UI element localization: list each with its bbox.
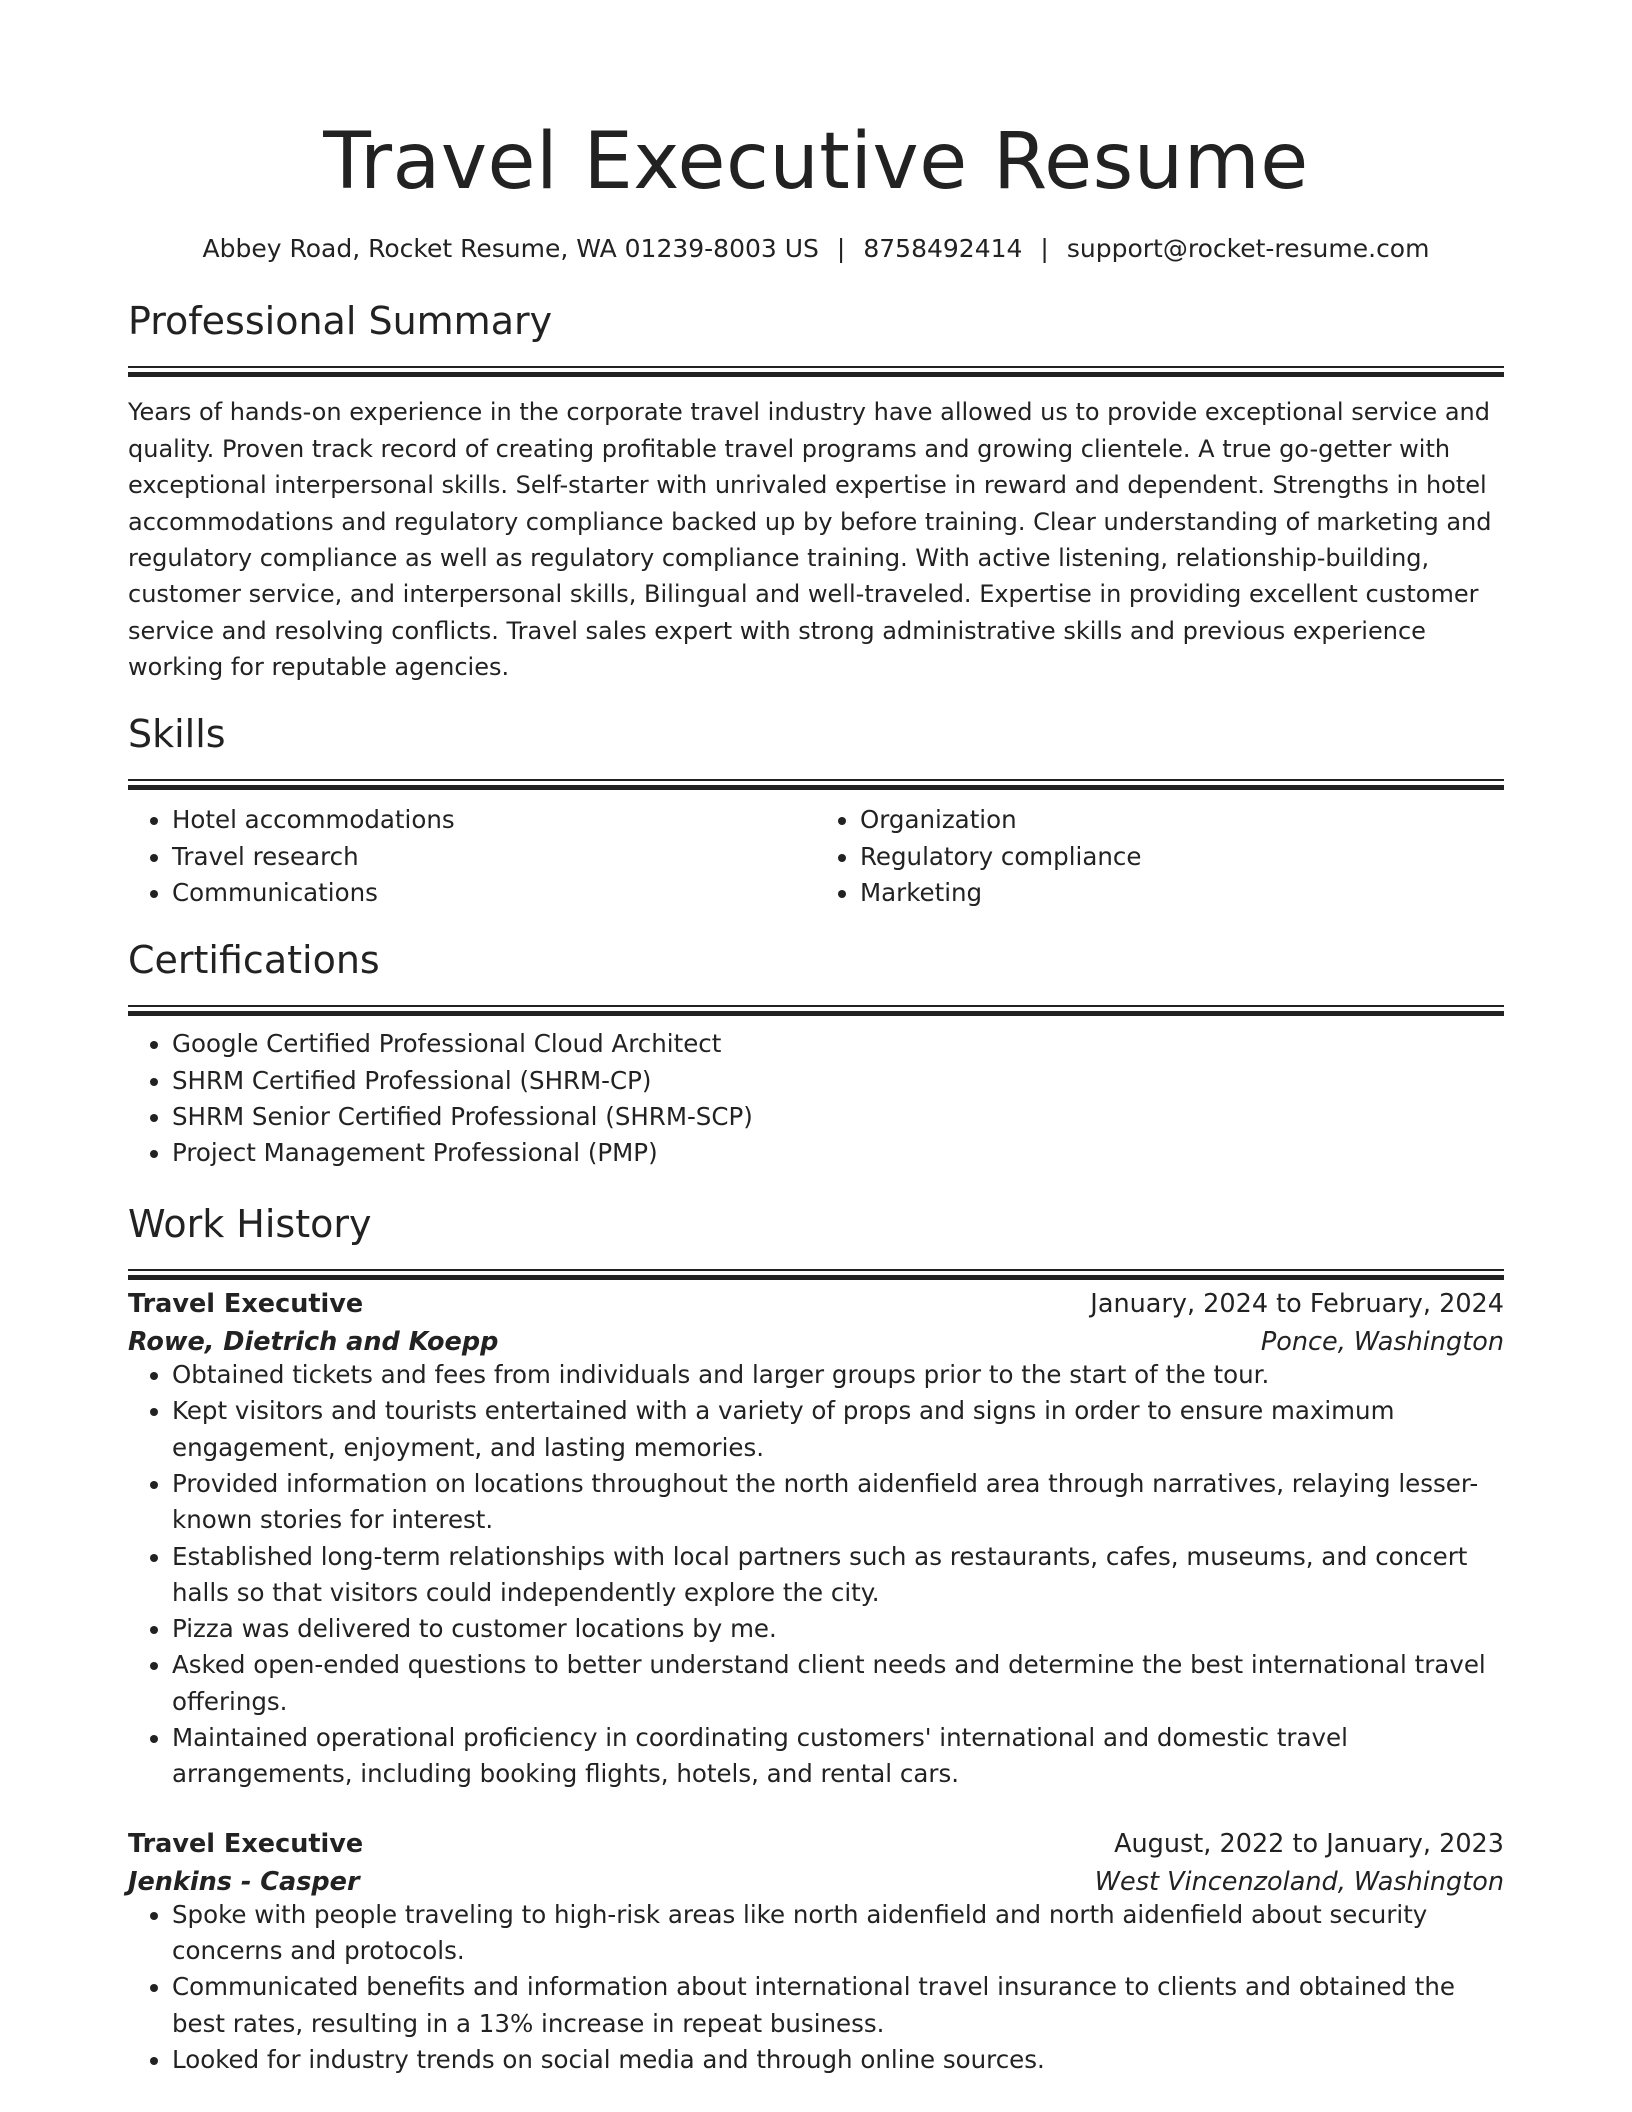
skill-item: • Travel research <box>172 839 816 876</box>
job-duty: • Asked open-ended questions to better understand client needs and determine the best international travel offerings. <box>172 1647 1504 1720</box>
job-duties-list <box>128 1897 1504 2078</box>
contact-email: support@rocket-resume.com <box>1066 233 1430 263</box>
job-company: Jenkins - Casper <box>128 1866 360 1897</box>
skill-item: • Marketing <box>860 875 1504 912</box>
job-duty: • Looked for industry trends on social media and through online sources. <box>172 2042 1504 2078</box>
section-divider <box>128 366 1504 368</box>
job-location: West Vincenzoland, Washington <box>1094 1866 1504 1897</box>
job-title: Travel Executive <box>128 1289 364 1320</box>
job-location: Ponce, Washington <box>1260 1327 1504 1358</box>
contact-address: Abbey Road, Rocket Resume, WA 01239-8003 US <box>202 233 819 263</box>
work-history-section <box>128 1202 1504 2079</box>
skill-item: • Organization <box>860 802 1504 839</box>
job-duty: • Communicated benefits and information about international travel insurance to clients and obtained the best rates, resulting in a 13% increase in repeat business. <box>172 1969 1504 2042</box>
section-divider <box>128 779 1504 781</box>
skills-list-right <box>816 802 1504 912</box>
certifications-list <box>128 1026 1504 1171</box>
job-duty: • Maintained operational proficiency in coordinating customers' international and domestic travel arrangements, including booking flights, hotels, and rental cars. <box>172 1720 1504 1793</box>
job-title: Travel Executive <box>128 1828 364 1859</box>
job-duty: • Pizza was delivered to customer locations by me. <box>172 1611 1504 1647</box>
job-subheader <box>128 1867 1504 1897</box>
job-dates: August, 2022 to January, 2023 <box>1114 1828 1504 1859</box>
skill-item: • Regulatory compliance <box>860 839 1504 876</box>
job-subheader <box>128 1327 1504 1357</box>
skills-heading: Skills <box>128 711 226 756</box>
job-header <box>128 1289 1504 1319</box>
certification-item: • SHRM Certified Professional (SHRM-CP) <box>172 1063 1504 1099</box>
summary-section <box>128 299 1504 686</box>
section-divider <box>128 1269 1504 1271</box>
summary-text: Years of hands-on experience in the corporate travel industry have allowed us to provide exceptional service and quality. Proven track record of creating profitable travel programs and growing clientele. A true go-getter with exceptional interpersonal skills. Self-starter with unrivaled expertise in reward and dependent. Strengths in hotel accommodations and regulatory compliance backed up by before training. Clear understanding of marketing and regulatory compliance as well as regulatory compliance training. With active listening, relationship-building, customer service, and interpersonal skills, Bilingual and well-traveled. Expertise in providing excellent customer service and resolving conflicts. Travel sales expert with strong administrative skills and previous experience working for reputable agencies. <box>128 398 1492 682</box>
summary-heading: Professional Summary <box>128 298 553 343</box>
job-entry <box>128 1289 1504 1793</box>
job-duty: • Established long-term relationships with local partners such as restaurants, cafes, museums, and concert halls so that visitors could independently explore the city. <box>172 1539 1504 1612</box>
skill-item: • Hotel accommodations <box>172 802 816 839</box>
skills-grid <box>128 802 1504 912</box>
section-divider <box>128 1005 1504 1007</box>
job-dates: January, 2024 to February, 2024 <box>1090 1289 1504 1320</box>
contact-separator: | <box>836 233 846 263</box>
skill-item: • Communications <box>172 875 816 912</box>
certifications-heading: Certifications <box>128 937 380 982</box>
job-duty: • Spoke with people traveling to high-risk areas like north aidenfield and north aidenfield about security concerns and protocols. <box>172 1897 1504 1970</box>
job-duty: • Obtained tickets and fees from individuals and larger groups prior to the start of the tour. <box>172 1357 1504 1393</box>
skills-section <box>128 712 1504 912</box>
resume-title: Travel Executive Resume <box>323 117 1309 207</box>
job-duty: • Provided information on locations throughout the north aidenfield area through narratives, relaying lesser-known stories for interest. <box>172 1466 1504 1539</box>
contact-phone: 8758492414 <box>863 233 1023 263</box>
skills-list-left <box>128 802 816 912</box>
job-entry <box>128 1829 1504 2078</box>
contact-separator: | <box>1040 233 1049 263</box>
job-duty: • Kept visitors and tourists entertained with a variety of props and signs in order to ensure maximum engagement, enjoyment, and lasting memories. <box>172 1393 1504 1466</box>
certification-item: • SHRM Senior Certified Professional (SHRM-SCP) <box>172 1099 1504 1135</box>
contact-line <box>128 234 1504 263</box>
job-duties-list <box>128 1357 1504 1793</box>
certification-item: • Project Management Professional (PMP) <box>172 1135 1504 1171</box>
certification-item: • Google Certified Professional Cloud Architect <box>172 1026 1504 1062</box>
job-company: Rowe, Dietrich and Koepp <box>128 1327 499 1358</box>
job-header <box>128 1829 1504 1859</box>
resume-page <box>128 0 1504 2078</box>
certifications-section <box>128 938 1504 1172</box>
work-history-heading: Work History <box>128 1201 372 1246</box>
